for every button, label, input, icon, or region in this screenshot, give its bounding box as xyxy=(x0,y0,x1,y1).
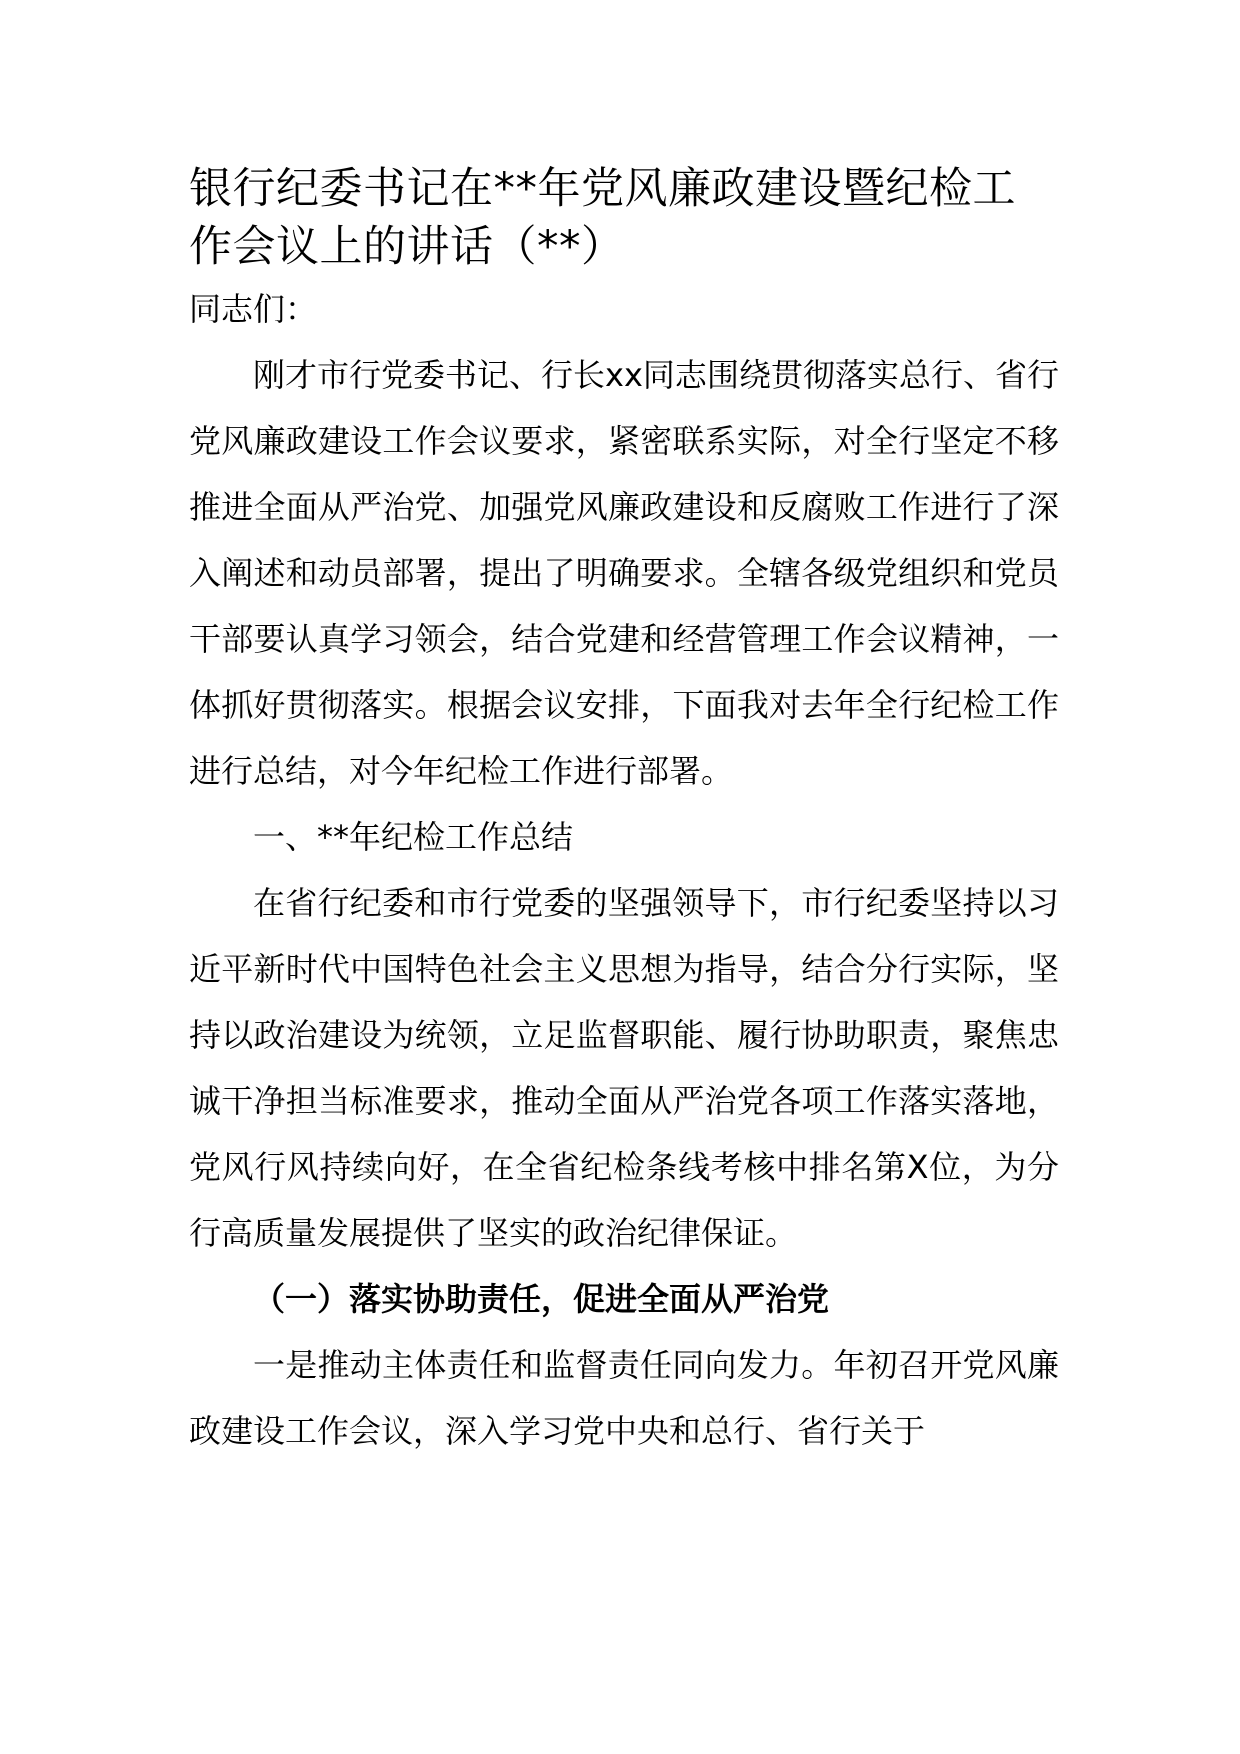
document-page xyxy=(189,160,1059,1464)
section-paragraph: 在省行纪委和市行党委的坚强领导下，市行纪委坚持以习近平新时代中国特色社会主义思想为指导，结合分行实际，坚持以政治建设为统领，立足监督职能、履行协助职责，聚焦忠诚干净担当标准要求，推动全面从严治党各项工作落实落地，党风行风持续向好，在全省纪检条线考核中排名第X位，为分行高质量发展提供了坚实的政治纪律保证。 xyxy=(189,884,1059,1252)
subsection-heading: （一）落实协助责任，促进全面从严治党 xyxy=(253,1280,830,1318)
opening-paragraph: 刚才市行党委书记、行长xx同志围绕贯彻落实总行、省行党风廉政建设工作会议要求，紧密联系实际，对全行坚定不移推进全面从严治党、加强党风廉政建设和反腐败工作进行了深入阐述和动员部署，提出了明确要求。全辖各级党组织和党员干部要认真学习领会，结合党建和经营管理工作会议精神，一体抓好贯彻落实。根据会议安排，下面我对去年全行纪检工作进行总结，对今年纪检工作进行部署。 xyxy=(189,356,1059,790)
subsection-paragraph: 一是推动主体责任和监督责任同向发力。年初召开党风廉政建设工作会议，深入学习党中央和总行、省行关于 xyxy=(189,1346,1059,1450)
section-heading: 一、**年纪检工作总结 xyxy=(253,818,574,856)
greeting: 同志们： xyxy=(189,290,318,328)
document-title: 银行纪委书记在**年党风廉政建设暨纪检工作会议上的讲话（**） xyxy=(189,164,1016,272)
